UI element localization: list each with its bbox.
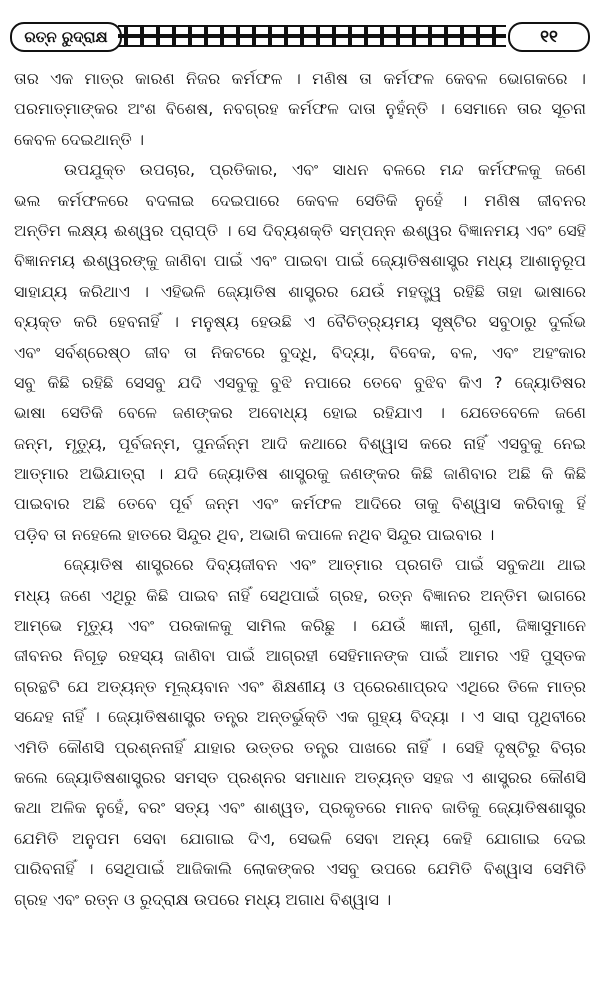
body-text	[14, 64, 586, 915]
text-line: ତାର ଏକ ମାତ୍ର କାରଣ ନିଜର କର୍ମଫଳ । ମଣିଷ ତା କର୍ମଫଳ କେବଳ ଭୋଗକରେ ।	[14, 69, 586, 88]
text-line: ଗ୍ରହ ଏବଂ ରତ୍ନ ଓ ରୁଦ୍ରାକ୍ଷ ଉପରେ ମଧ୍ୟ ଅଗାଧ ବିଶ୍ୱାସ ।	[14, 889, 392, 909]
text-line: ଭଲ କର୍ମଫଳରେ ବଦଳାଇ ଦେଇପାରେ କେବଳ ସେତିକି ନୁହେଁ । ମଣିଷ ଜୀବନର	[14, 190, 586, 210]
text-line: ଗ୍ରନ୍ଥଟି ଯେ ଅତ୍ୟନ୍ତ ମୂଲ୍ୟବାନ ଏବଂ ଶିକ୍ଷଣୀୟ ଓ ପ୍ରେରଣାପ୍ରଦ ଏଥିରେ ତିଳେ ମାତ୍ର	[14, 676, 586, 696]
text-line: ବ୍ୟକ୍ତ କରି ହେବନାହିଁ । ମନୁଷ୍ୟ ହେଉଛି ଏ ବୈଚିତ୍ର୍ୟମୟ ସୃଷ୍ଟିର ସବୁଠାରୁ ଦୁର୍ଲଭ	[14, 312, 586, 332]
text-line: କଲେ ଜ୍ୟୋତିଷଶାସ୍ତ୍ରର ସମସ୍ତ ପ୍ରଶ୍ନର ସମାଧାନ ଅତ୍ୟନ୍ତ ସହଜ ଏ ଶାସ୍ତ୍ରର କୌଣସି	[14, 767, 586, 787]
text-line: କେବଳ ଦେଇଥାନ୍ତି ।	[14, 129, 145, 149]
text-line: କଥା ଅଳିକ ନୁହେଁ, ବରଂ ସତ୍ୟ ଏବଂ ଶାଶ୍ୱତ, ପ୍ରକୃତରେ ମାନବ ଜାତିକୁ ଜ୍ୟୋତିଷଶାସ୍ତ୍ର	[14, 798, 586, 818]
text-line: ଆମ୍ଭେ ମୃତ୍ୟୁ ଏବଂ ପରକାଳକୁ ସାମିଲ କରିଛୁ । ଯେଉଁ ଜ୍ଞାନୀ, ଗୁଣୀ, ଜିଜ୍ଞାସୁମାନେ	[14, 616, 586, 636]
text-line: ଜନ୍ମ, ମୃତ୍ୟୁ, ପୂର୍ବଜନ୍ମ, ପୁନର୍ଜନ୍ମ ଆଦି କଥାରେ ବିଶ୍ୱାସ କରେ ନାହିଁ ଏସବୁକୁ ନେଇ	[14, 433, 586, 453]
text-line: ବିଜ୍ଞାନମୟ ଈଶ୍ୱରଙ୍କୁ ଜାଣିବା ପାଇଁ ଏବଂ ପାଇବା ପାଇଁ ଜ୍ୟୋତିଷଶାସ୍ତ୍ର ମଧ୍ୟ ଆଶାନୁରୂପ	[14, 251, 586, 271]
text-line: ଏବଂ ସର୍ବଶ୍ରେଷ୍ଠ ଜୀବ ତା ନିକଟରେ ବୁଦ୍ଧି, ବିଦ୍ୟା, ବିବେକ, ବଳ, ଏବଂ ଅହଂକାର	[14, 342, 586, 362]
text-line: ପାଇବାର ଅଛି ତେବେ ପୂର୍ବ ଜନ୍ମ ଏବଂ କର୍ମଫଳ ଆଦିରେ ତାକୁ ବିଶ୍ୱାସ କରିବାକୁ ହିଁ	[14, 494, 586, 514]
text-line: ପଡ଼ିବ ତା ନହେଲେ ହାତରେ ସିନ୍ଦୁର ଥିବ, ଅଭାଗି କପାଳେ ନଥିବ ସିନ୍ଦୁର ପାଇବାର ।	[14, 524, 495, 544]
text-line: ମଧ୍ୟ ଜଣେ ଏଥିରୁ କିଛି ପାଇବ ନାହିଁ ସେଥିପାଇଁ ଗ୍ରହ, ରତ୍ନ ବିଜ୍ଞାନର ଅନ୍ତିମ ଭାଗରେ	[14, 585, 586, 605]
text-line: ସାହାଯ୍ୟ କରିଥାଏ । ଏହିଭଳି ଜ୍ୟୋତିଷ ଶାସ୍ତ୍ରର ଯେଉଁ ମହତ୍ତ୍ୱ ରହିଛି ତାହା ଭାଷାରେ	[14, 281, 586, 301]
text-line: ଯେମିତି ଅନୁପମ ସେବା ଯୋଗାଇ ଦିଏ, ସେଭଳି ସେବା ଅନ୍ୟ କେହି ଯୋଗାଇ ଦେଇ	[14, 828, 586, 848]
text-line: ଅନ୍ତିମ ଲକ୍ଷ୍ୟ ଈଶ୍ୱର ପ୍ରାପ୍ତି । ସେ ଦିବ୍ୟଶକ୍ତି ସମ୍ପନ୍ନ ଈଶ୍ୱର ବିଜ୍ଞାନମୟ ଏବଂ ସେହି	[14, 220, 586, 240]
text-line: ଆତ୍ମାର ଅଭିଯାତ୍ରା । ଯଦି ଜ୍ୟୋତିଷ ଶାସ୍ତ୍ରକୁ ଜଣଙ୍କର କିଛି ଜାଣିବାର ଅଛି କି କିଛି	[14, 464, 586, 484]
page-number: ୧୧	[508, 22, 590, 52]
text-line: ସନ୍ଦେହ ନାହିଁ । ଜ୍ୟୋତିଷଶାସ୍ତ୍ର ତନ୍ତ୍ର ଅନ୍ତର୍ଭୁକ୍ତି ଏକ ଗୁହ୍ୟ ବିଦ୍ୟା । ଏ ସାରା ପୃଥିବୀରେ	[14, 707, 586, 727]
text-line: ସବୁ କିଛି ରହିଛି ସେସବୁ ଯଦି ଏସବୁକୁ ବୁଝି ନପାରେ ତେବେ ବୁଝିବ କିଏ ? ଜ୍ୟୋତିଷର	[14, 372, 586, 392]
running-title: ରତ୍ନ ରୁଦ୍ରାକ୍ଷ	[10, 22, 122, 52]
text-line: ଜୀବନର ନିଗୂଢ଼ ରହସ୍ୟ ଜାଣିବା ପାଇଁ ଆଗ୍ରହୀ ସେହିମାନଙ୍କ ପାଇଁ ଆମର ଏହି ପୁସ୍ତକ	[14, 646, 586, 666]
text-line: ପରମାତ୍ମାଙ୍କର ଅଂଶ ବିଶେଷ, ନବଗ୍ରହ କର୍ମଫଳ ଦାତା ନୁହଁନ୍ତି । ସେମାନେ ତାର ସୂଚନା	[14, 99, 586, 119]
text-line: ଉପଯୁକ୍ତ ଉପଚାର, ପ୍ରତିକାର, ଏବଂ ସାଧନ ବଳରେ ମନ୍ଦ କର୍ମଫଳକୁ ଜଣେ	[64, 160, 586, 180]
header-ornament-border	[118, 25, 506, 47]
text-line: ପାରିବନାହିଁ । ସେଥିପାଇଁ ଆଜିକାଲି ଲୋକଙ୍କର ଏସବୁ ଉପରେ ଯେମିତି ବିଶ୍ୱାସ ସେମିତି	[14, 859, 586, 879]
text-line: ଭାଷା ସେତିକି ବେଳେ ଜଣଙ୍କର ଅବୋଧ୍ୟ ହୋଇ ରହିଯାଏ । ଯେତେବେଳେ ଜଣେ	[14, 403, 586, 423]
text-line: ଜ୍ୟୋତିଷ ଶାସ୍ତ୍ରରେ ଦିବ୍ୟଜୀବନ ଏବଂ ଆତ୍ମାର ପ୍ରଗତି ପାଇଁ ସବୁକଥା ଥାଇ	[64, 555, 586, 575]
page-header	[10, 22, 590, 56]
text-line: ଏମିତି କୌଣସି ପ୍ରଶ୍ନନାହିଁ ଯାହାର ଉତ୍ତର ତନ୍ତ୍ର ପାଖରେ ନାହିଁ । ସେହି ଦୃଷ୍ଟିରୁ ବିଚାର	[14, 737, 586, 757]
